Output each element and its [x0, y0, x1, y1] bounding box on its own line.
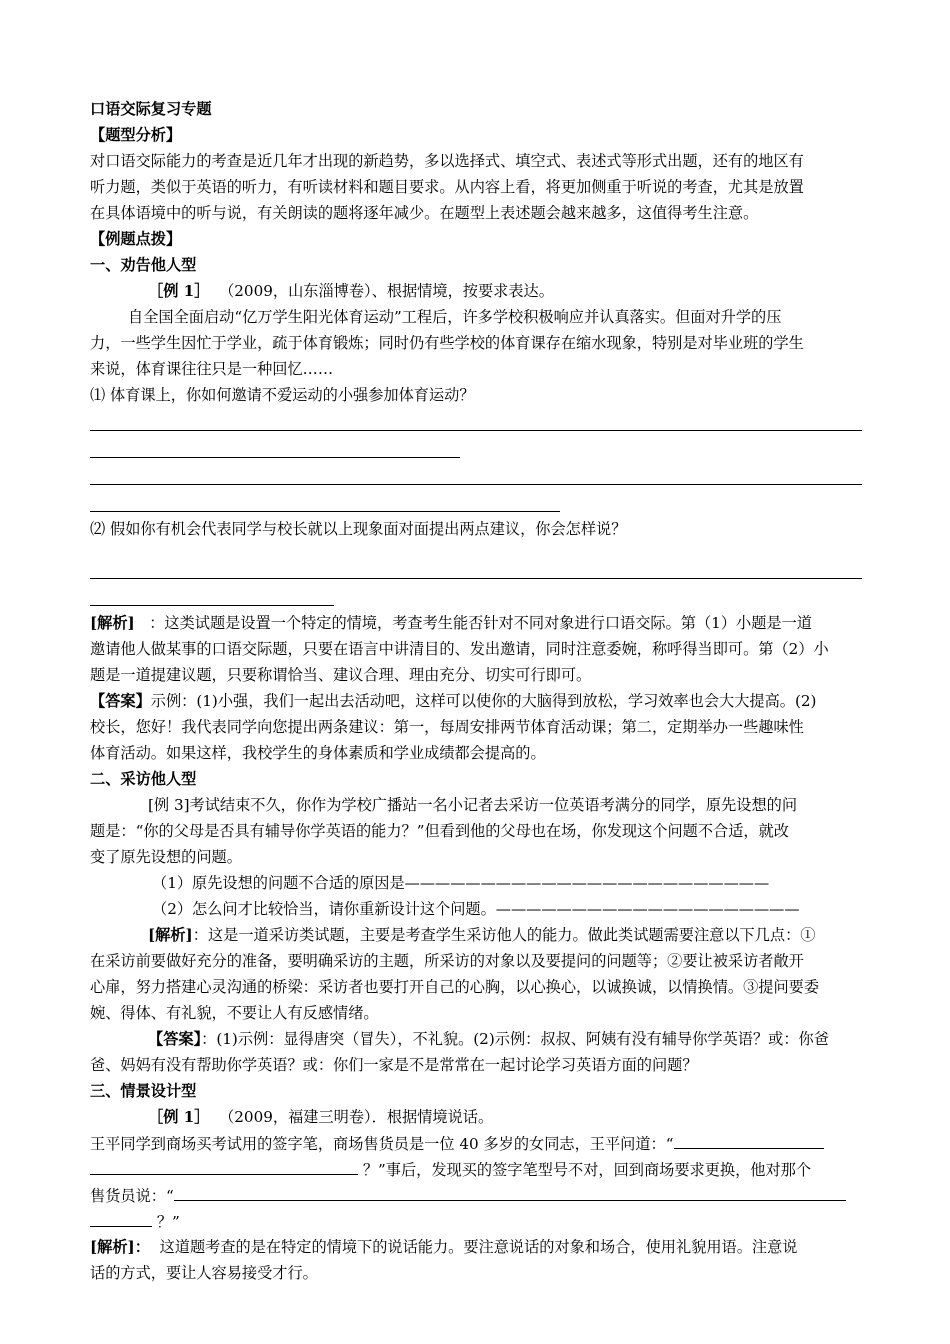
example-text: （2009，山东淄博卷）、根据情境，按要求表达。 — [219, 282, 554, 300]
paragraph-line: 对口语交际能力的考查是近几年才出现的新趋势，多以选择式、填空式、表述式等形式出题，还有的地区有 — [90, 152, 804, 170]
scenario-line: 王平同学到商场买考试用的签字笔，商场售货员是一位 40 多岁的女同志，王平问道：“ — [90, 1130, 862, 1156]
answer-blank-line — [90, 462, 862, 485]
answer-line: 【答案】：(1)示例：显得唐突（冒失），不礼貌。(2)示例：叔叔、阿姨有没有辅导你学英语？或：你爸 — [148, 1030, 829, 1048]
answer-line: 【答案】示例：(1)小强，我们一起出去活动吧，这样可以使你的大脑得到放松，学习效率也会大大提高。(2) — [90, 692, 817, 710]
example-label: ［例 1］ — [148, 1108, 210, 1126]
example-line: [例 3]考试结束不久，你作为学校广播站一名小记者去采访一位英语考满分的同学，原先设想的问 — [148, 796, 798, 814]
passage-line: 自全国全面启动“亿万学生阳光体育运动”工程后，许多学校积极响应并认真落实。但面对升学的压 — [128, 308, 782, 326]
example-label: ［例 1］ — [148, 282, 210, 300]
analysis-label: [解析] — [90, 614, 135, 632]
fill-blank — [90, 1156, 358, 1175]
answer-blank-line — [90, 556, 862, 579]
fill-blank — [674, 1130, 824, 1149]
paragraph-line: 听力题，类似于英语的听力，有听读材料和题目要求。从内容上看，将更加侧重于听说的考查，尤其是放置 — [90, 178, 804, 196]
analysis-line: 在采访前要做好充分的准备，要明确采访的主题，所采访的对象以及要提问的问题等；②要让被采访者敞开 — [90, 952, 804, 970]
answer-line: 校长，您好！我代表同学向您提出两条建议：第一，每周安排两节体育活动课；第二，定期举办一些趣味性 — [90, 718, 804, 736]
answer-blank-line — [90, 583, 334, 606]
fill-blank — [90, 1208, 152, 1227]
paragraph-line: 在具体语境中的听与说，有关朗读的题将逐年减少。在题型上表述题会越来越多，这值得考生注意。 — [90, 204, 759, 222]
example-line — [90, 1104, 862, 1130]
doc-title: 口语交际复习专题 — [90, 100, 212, 118]
fill-blank — [174, 1182, 846, 1201]
answer-line: 体育活动。如果这样，我校学生的身体素质和学业成绩都会提高的。 — [90, 744, 546, 762]
scenario-line: 售货员说：“ — [90, 1182, 862, 1208]
example-line: 变了原先设想的问题。 — [90, 848, 242, 866]
scenario-line: ？” — [90, 1208, 862, 1234]
answer-line: 爸、妈妈有没有帮助你学英语？或：你们一家是不是常常在一起讨论学习英语方面的问题？ — [90, 1056, 698, 1074]
question-1: （1）原先设想的问题不合适的原因是———————————————————————— — [152, 874, 770, 892]
type-heading-1: 一、劝告他人型 — [90, 256, 197, 274]
analysis-line: 话的方式，要让人容易接受才行。 — [90, 1264, 318, 1282]
analysis-line: 婉、得体、有礼貌，不要让人有反感情绪。 — [90, 1004, 379, 1022]
passage-line: 力，一些学生因忙于学业，疏于体育锻炼；同时仍有些学校的体育课存在缩水现象，特别是对毕业班的学生 — [90, 334, 804, 352]
document-page — [90, 96, 862, 1286]
type-heading-2: 二、采访他人型 — [90, 770, 197, 788]
analysis-line: [解析] ：这类试题是设置一个特定的情境，考查考生能否针对不同对象进行口语交际。第（1）小题是一道 — [90, 614, 812, 632]
analysis-line: 题是一道提建议题，只要称谓恰当、建议合理、理由充分、切实可行即可。 — [90, 666, 592, 684]
analysis-line: 邀请他人做某事的口语交际题，只要在语言中讲清目的、发出邀请，同时注意委婉，称呼得当即可。第（2）小 — [90, 640, 829, 658]
analysis-line: [解析]： 这道题考查的是在特定的情境下的说话能力。要注意说话的对象和场合，使用礼貌用语。注意说 — [90, 1238, 798, 1256]
type-heading-3: 三、情景设计型 — [90, 1082, 197, 1100]
example-line — [90, 278, 862, 304]
analysis-line: 心扉，努力搭建心灵沟通的桥梁：采访者也要打开自己的心胸，以心换心，以诚换诚，以情换情。③提问要委 — [90, 978, 819, 996]
answer-label: 【答案】 — [90, 692, 151, 710]
answer-label: 【答案】 — [148, 1030, 202, 1048]
scenario-line: ？”事后，发现买的签字笔型号不对，回到商场要求更换，他对那个 — [90, 1156, 862, 1182]
answer-blank-line — [90, 408, 862, 431]
passage-line: 来说，体育课往往只是一种回忆…… — [90, 360, 333, 378]
answer-blank-line — [90, 489, 560, 512]
section-heading-examples: 【例题点拨】 — [90, 230, 182, 248]
example-line: 题是：“你的父母是否具有辅导你学英语的能力？”但看到他的父母也在场，你发现这个问题不合适，就改 — [90, 822, 789, 840]
question-2: （2）怎么问才比较恰当，请你重新设计这个问题。———————————————————— — [152, 900, 800, 918]
question-1: ⑴ 体育课上，你如何邀请不爱运动的小强参加体育运动？ — [90, 386, 475, 404]
analysis-label: [解析] — [148, 926, 193, 944]
analysis-label: [解析]： — [90, 1238, 150, 1256]
question-2: ⑵ 假如你有机会代表同学与校长就以上现象面对面提出两点建议，你会怎样说？ — [90, 520, 627, 538]
analysis-line: [解析]：这是一道采访类试题，主要是考查学生采访他人的能力。做此类试题需要注意以下几点：① — [148, 926, 816, 944]
answer-blank-line — [90, 435, 460, 458]
section-heading-analysis: 【题型分析】 — [90, 126, 182, 144]
example-text: （2009，福建三明卷）．根据情境说话。 — [219, 1108, 494, 1126]
